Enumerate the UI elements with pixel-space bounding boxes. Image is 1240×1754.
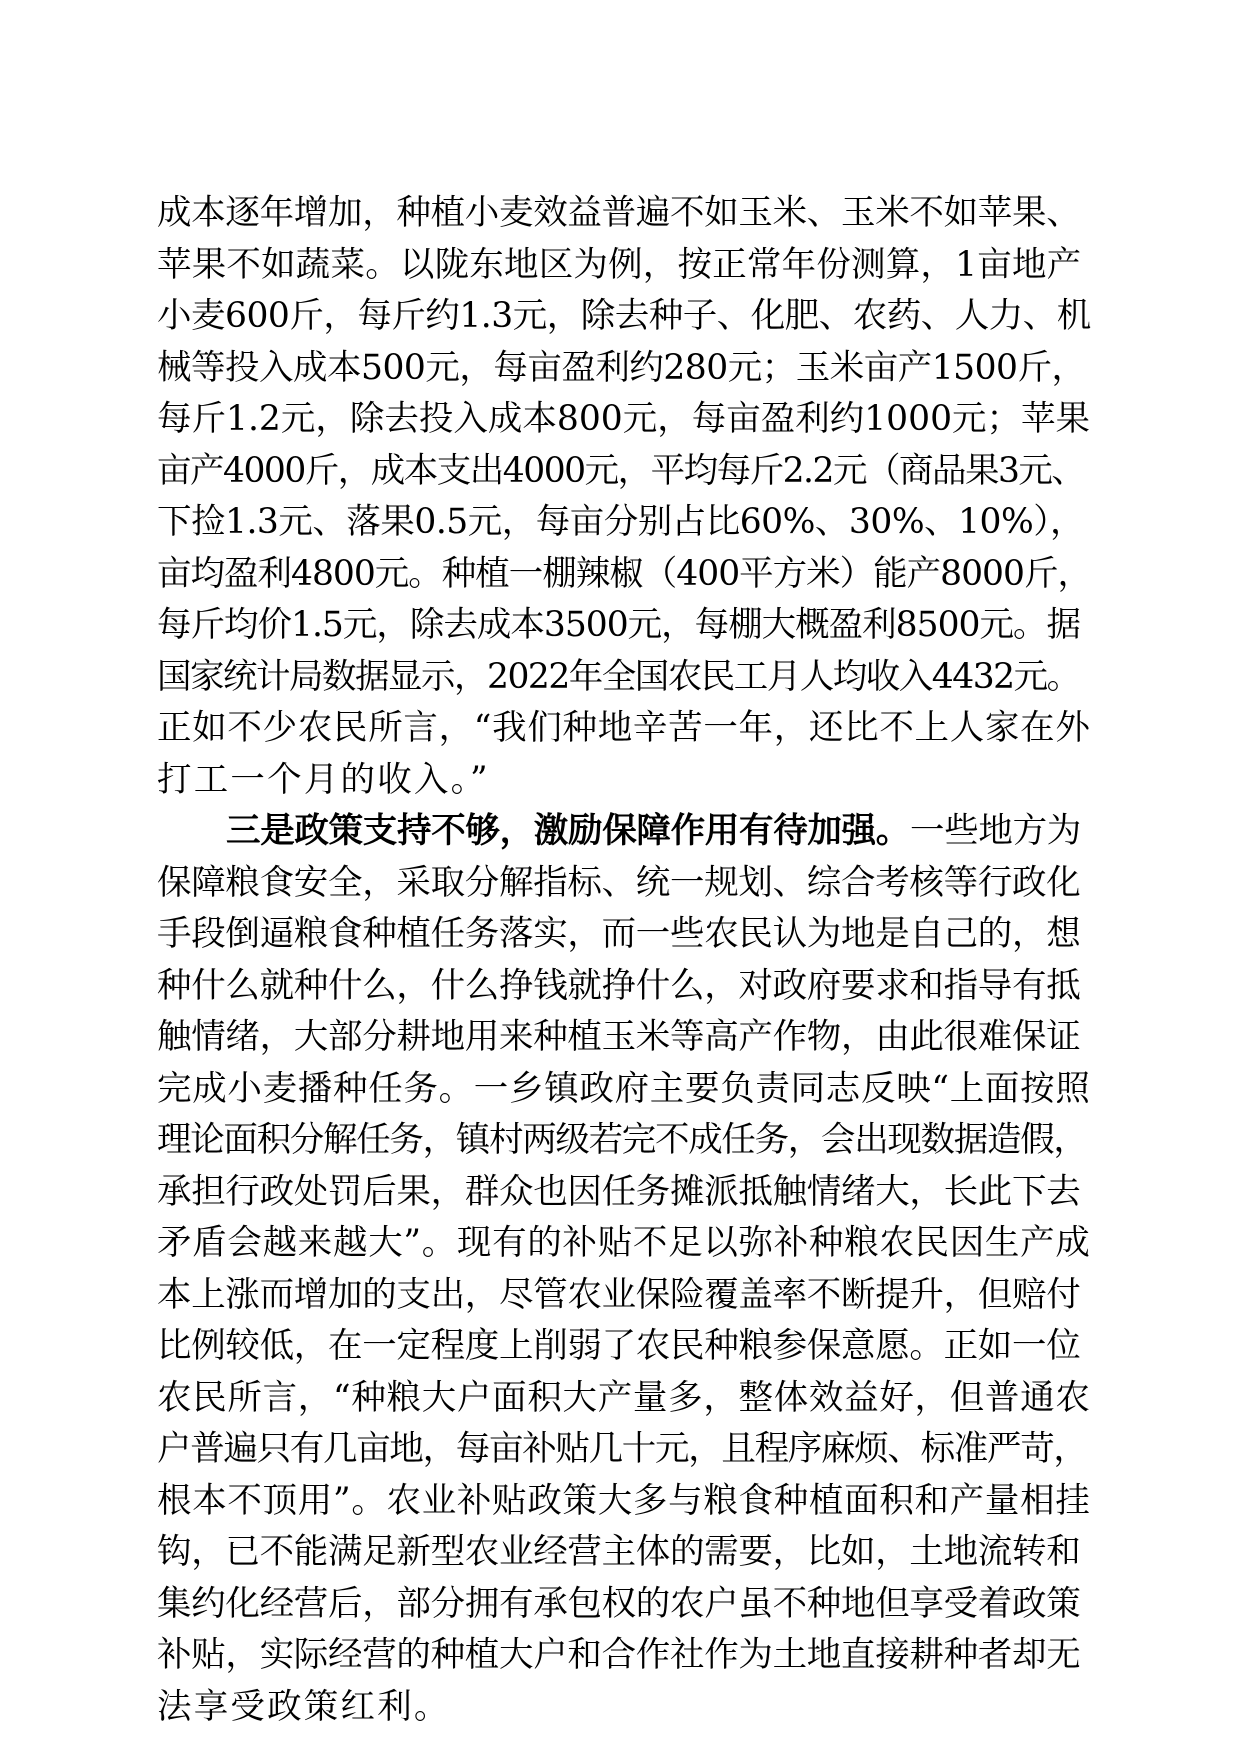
text-line: 完成小麦播种任务。一乡镇政府主要负责同志反映“上面按照	[157, 1068, 1091, 1109]
paragraph-cost-comparison	[157, 188, 1093, 806]
text-line: 根本不顶用”。农业补贴政策大多与粮食种植面积和产量相挂	[157, 1480, 1091, 1521]
text-line: 矛盾会越来越大”。现有的补贴不足以弥补种粮农民因生产成	[157, 1223, 1091, 1263]
text-line: 亩产4000斤，成本支出4000元，平均每斤2.2元（商品果3元、	[157, 450, 1085, 491]
text-line: 理论面积分解任务，镇村两级若完不成任务，会出现数据造假，	[157, 1120, 1087, 1160]
text-line: 每斤均价1.5元，除去成本3500元，每棚大概盈利8500元。据	[157, 605, 1080, 645]
text-line: 每斤1.2元，除去投入成本800元，每亩盈利约1000元；苹果	[157, 399, 1091, 439]
text-line: 补贴，实际经营的种植大户和合作社作为土地直接耕种者却无	[157, 1635, 1081, 1675]
text-line: 亩均盈利4800元。种植一棚辣椒（400平方米）能产8000斤，	[157, 553, 1091, 594]
text-line: 集约化经营后，部分拥有承包权的农户虽不种地但享受着政策	[157, 1583, 1081, 1624]
text-line: 正如不少农民所言，“我们种地辛苦一年，还比不上人家在外	[157, 708, 1091, 748]
paragraph-first-line	[157, 806, 1093, 858]
section-heading: 三是政策支持不够，激励保障作用有待加强。	[226, 811, 910, 851]
heading-continuation: 一些地方为	[910, 811, 1081, 851]
text-line: 苹果不如蔬菜。以陇东地区为例，按正常年份测算，1亩地产	[157, 244, 1082, 285]
text-line: 法享受政策红利。	[157, 1686, 451, 1727]
text-line: 户普遍只有几亩地，每亩补贴几十元，且程序麻烦、标准严苛，	[157, 1429, 1087, 1469]
text-line: 保障粮食安全，采取分解指标、统一规划、综合考核等行政化	[157, 862, 1081, 903]
text-line: 钩，已不能满足新型农业经营主体的需要，比如，土地流转和	[157, 1532, 1081, 1572]
text-line: 成本逐年增加，种植小麦效益普遍不如玉米、玉米不如苹果、	[157, 193, 1081, 233]
text-line: 小麦600斤，每斤约1.3元，除去种子、化肥、农药、人力、机	[157, 296, 1091, 336]
document-page	[157, 188, 1093, 1733]
text-line: 打工一个月的收入。”	[157, 759, 490, 800]
paragraph-policy-support	[157, 806, 1093, 1733]
text-line: 国家统计局数据显示，2022年全国农民工月人均收入4432元。	[157, 656, 1080, 697]
text-line: 触情绪，大部分耕地用来种植玉米等高产作物，由此很难保证	[157, 1017, 1081, 1057]
text-line: 承担行政处罚后果，群众也因任务摊派抵触情绪大，长此下去	[157, 1171, 1081, 1212]
text-line: 械等投入成本500元，每亩盈利约280元；玉米亩产1500斤，	[157, 347, 1086, 388]
text-line: 比例较低，在一定程度上削弱了农民种粮参保意愿。正如一位	[157, 1326, 1081, 1366]
text-line: 种什么就种什么，什么挣钱就挣什么，对政府要求和指导有抵	[157, 965, 1081, 1006]
text-line: 手段倒逼粮食种植任务落实，而一些农民认为地是自己的，想	[157, 914, 1081, 954]
text-line: 农民所言，“种粮大户面积大产量多，整体效益好，但普通农	[157, 1377, 1091, 1418]
text-line: 本上涨而增加的支出，尽管农业保险覆盖率不断提升，但赔付	[157, 1274, 1081, 1315]
text-line: 下捡1.3元、落果0.5元，每亩分别占比60%、30%、10%），	[157, 502, 1085, 542]
